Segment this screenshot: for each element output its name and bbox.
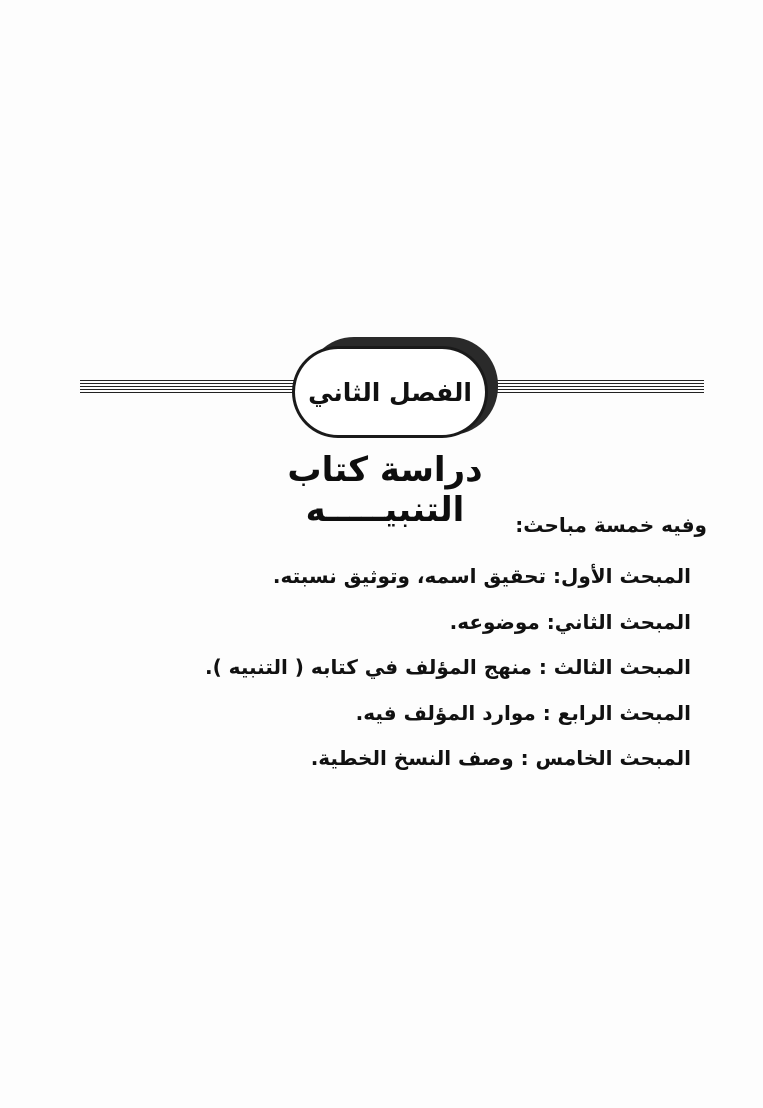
chapter-badge [292,346,488,438]
sections-list [205,558,691,786]
book-title: دراسة كتاب التنبيـــــه [287,450,483,530]
section-item: المبحث الأول: تحقيق اسمه، وتوثيق نسبته. [272,564,691,588]
intro-line: وفيه خمسة مباحث: [515,513,707,537]
decorative-rule-left [80,380,296,393]
section-item: المبحث الثالث : منهج المؤلف في كتابه ( التنبيه ). [204,655,691,679]
chapter-label: الفصل الثاني [308,377,472,407]
section-item: المبحث الثاني: موضوعه. [449,609,691,634]
decorative-rule-right [497,380,704,393]
section-item: المبحث الرابع : موارد المؤلف فيه. [355,700,691,725]
section-item: المبحث الخامس : وصف النسخ الخطية. [310,746,691,770]
